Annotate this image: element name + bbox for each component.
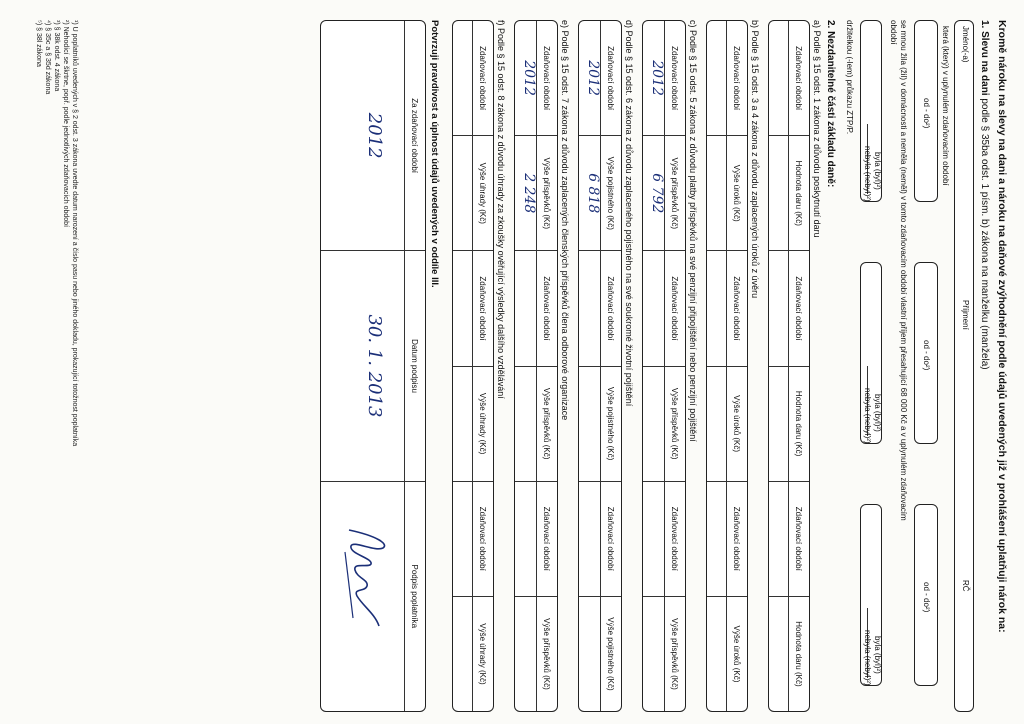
insurance-col-2: Výše pojistného (Kč): [600, 136, 621, 250]
union-col-6: Výše příspěvků (Kč): [536, 597, 557, 711]
signature-scribble: [337, 522, 397, 632]
gift-col-2: Hodnota daru (Kč): [788, 136, 809, 250]
exam-col-2: Výše úhrady (Kč): [472, 136, 493, 250]
gift-col-6: Hodnota daru (Kč): [788, 597, 809, 711]
was-label-1: byla (byl)²): [873, 152, 882, 190]
section-1-rest: podle § 35ba odst. 1 písm. b) zákona na manželku (manžela): [979, 98, 990, 370]
birth-number-label: RČ: [961, 580, 970, 592]
signature-col-period: Za zdaňovací období: [404, 21, 425, 250]
household-statement: se mnou žila (žil) v domácnosti a neměla (neměl) v tomto zdaňovacím období vlastní příjem přesahující 68 000 Kč a v uplynulém zdaňovacím: [899, 20, 908, 521]
period-box-3-label: od - do²): [922, 582, 931, 613]
gift-col-5: Zdaňovací období: [788, 482, 809, 596]
union-col-5: Zdaňovací období: [536, 482, 557, 596]
union-col-1: Zdaňovací období: [536, 21, 557, 135]
pension-col-4: Výše příspěvků (Kč): [664, 367, 685, 481]
spouse-name-field[interactable]: [954, 20, 974, 712]
exam-col-4: Výše úhrady (Kč): [472, 367, 493, 481]
spouse-period-label: která (který) v uplynulém zdaňovacím období: [941, 26, 950, 186]
item-b-label: b) Podle § 15 odst. 3 a 4 zákona z důvodu zaplacených úroků z úvěru: [750, 20, 760, 299]
insurance-col-5: Zdaňovací období: [600, 482, 621, 596]
signature-col-date: Datum podpisu: [404, 251, 425, 480]
signature-col-signature: Podpis poplatníka: [404, 482, 425, 711]
section-1-line: [979, 20, 990, 370]
item-d-label: d) Podle § 15 odst. 6 zákona z důvodu zaplaceného pojistného na své soukromé životní pojištění: [624, 20, 634, 407]
insurance-col-4: Výše pojistného (Kč): [600, 367, 621, 481]
insurance-col-1: Zdaňovací období: [600, 21, 621, 135]
item-c-label: c) Podle § 15 odst. 5 zákona z důvodu platby příspěvků na své penzijní připojištění nebo penzijní pojištění: [688, 20, 698, 442]
footnote-5: ⁵) § 38l zákona: [35, 20, 42, 67]
gift-col-4: Hodnota daru (Kč): [788, 367, 809, 481]
pension-col-6: Výše příspěvků (Kč): [664, 597, 685, 711]
interest-col-6: Výše úroků (Kč): [726, 597, 747, 711]
exam-col-3: Zdaňovací období: [472, 251, 493, 365]
exam-col-1: Zdaňovací období: [472, 21, 493, 135]
was-not-label-2: nebyla (nebyl)²): [863, 388, 872, 444]
union-fees-table[interactable]: [514, 20, 558, 712]
interest-col-1: Zdaňovací období: [726, 21, 747, 135]
interest-col-5: Zdaňovací období: [726, 482, 747, 596]
footnote-1: ¹) U poplatníků uvedených v § 2 odst. 3 zákona uvedte datum narození a číslo pasu nebo jiného dokladu, prokazující totožnost poplatníka: [71, 20, 78, 447]
signature-period-handwritten: 2012: [364, 112, 385, 159]
footnote-4: ⁴) § 35c a § 35d zákona: [44, 20, 51, 95]
exam-col-6: Výše úhrady (Kč): [472, 597, 493, 711]
surname-label: Příjmení: [961, 300, 970, 330]
confirmation-title: Potvrzuji pravdivost a úplnost údajů uvedených v oddíle III.: [429, 20, 440, 288]
interest-col-4: Výše úroků (Kč): [726, 367, 747, 481]
insurance-col-6: Výše pojistného (Kč): [600, 597, 621, 711]
insurance-col-3: Zdaňovací období: [600, 251, 621, 365]
gift-table[interactable]: [768, 20, 810, 712]
period-box-2-label: od - do²): [922, 340, 931, 371]
was-not-label-3: nebyla (nebyl)²): [863, 630, 872, 686]
insurance-amount-handwritten: 6 818: [585, 173, 601, 214]
union-period-handwritten: 2012: [521, 60, 537, 96]
life-insurance-table[interactable]: [578, 20, 622, 712]
union-col-2: Výše příspěvků (Kč): [536, 136, 557, 250]
pension-period-handwritten: 2012: [649, 60, 665, 96]
was-label-3: byla (byl)²): [873, 636, 882, 674]
period-box-1-label: od - do²): [922, 98, 931, 129]
gift-col-1: Zdaňovací období: [788, 21, 809, 135]
section-1-title: 1. Slevu na dani: [979, 20, 990, 96]
union-col-4: Výše příspěvků (Kč): [536, 367, 557, 481]
item-e-label: e) Podle § 15 odst. 7 zákona z důvodu zaplacených členských příspěvků člena odborové organizace: [560, 20, 570, 421]
union-col-3: Zdaňovací období: [536, 251, 557, 365]
gift-col-3: Zdaňovací období: [788, 251, 809, 365]
interest-col-3: Zdaňovací období: [726, 251, 747, 365]
signature-date-handwritten: 30. 1. 2013: [364, 314, 385, 418]
ztp-statement: držitelkou (-lem) průkazu ZTP/P.: [845, 20, 854, 135]
insurance-period-handwritten: 2012: [585, 60, 601, 96]
pension-table[interactable]: [642, 20, 686, 712]
pension-col-1: Zdaňovací období: [664, 21, 685, 135]
pension-col-3: Zdaňovací období: [664, 251, 685, 365]
footnote-2: ²) Nehodící se škrtne, popř. podle jednotlivých zdaňovacích období: [62, 20, 69, 228]
pension-col-5: Zdaňovací období: [664, 482, 685, 596]
section-2-title: 2. Nezdanitelné části základu daně:: [825, 20, 836, 188]
exam-col-5: Zdaňovací období: [472, 482, 493, 596]
interest-table[interactable]: [706, 20, 748, 712]
footnote-3: ³) § 38k odst. 4 zákona: [53, 20, 60, 92]
was-not-label-1: nebyla (nebyl)²): [863, 146, 872, 202]
union-amount-handwritten: 2 248: [521, 173, 537, 214]
first-name-label: Jméno(-a): [961, 26, 970, 63]
pension-col-2: Výše příspěvků (Kč): [664, 136, 685, 250]
signature-table[interactable]: [320, 20, 426, 712]
item-f-label: f) Podle § 15 odst. 8 zákona z důvodu úhrady za zkoušky ověřující výsledky dalšího vzdělávání: [496, 20, 506, 399]
exam-fees-table[interactable]: [452, 20, 494, 712]
pension-amount-handwritten: 6 792: [649, 173, 665, 214]
interest-col-2: Výše úroků (Kč): [726, 136, 747, 250]
household-statement-period: období: [889, 20, 898, 45]
was-label-2: byla (byl)²): [873, 394, 882, 432]
page-heading: Kromě nároku na slevy na dani a nároku na daňové zvýhodnění podle údajů uvedených již v prohlášení uplatňuji nárok na:: [996, 20, 1008, 633]
item-a-label: a) Podle § 15 odst. 1 zákona z důvodu poskytnutí daru: [812, 20, 822, 238]
